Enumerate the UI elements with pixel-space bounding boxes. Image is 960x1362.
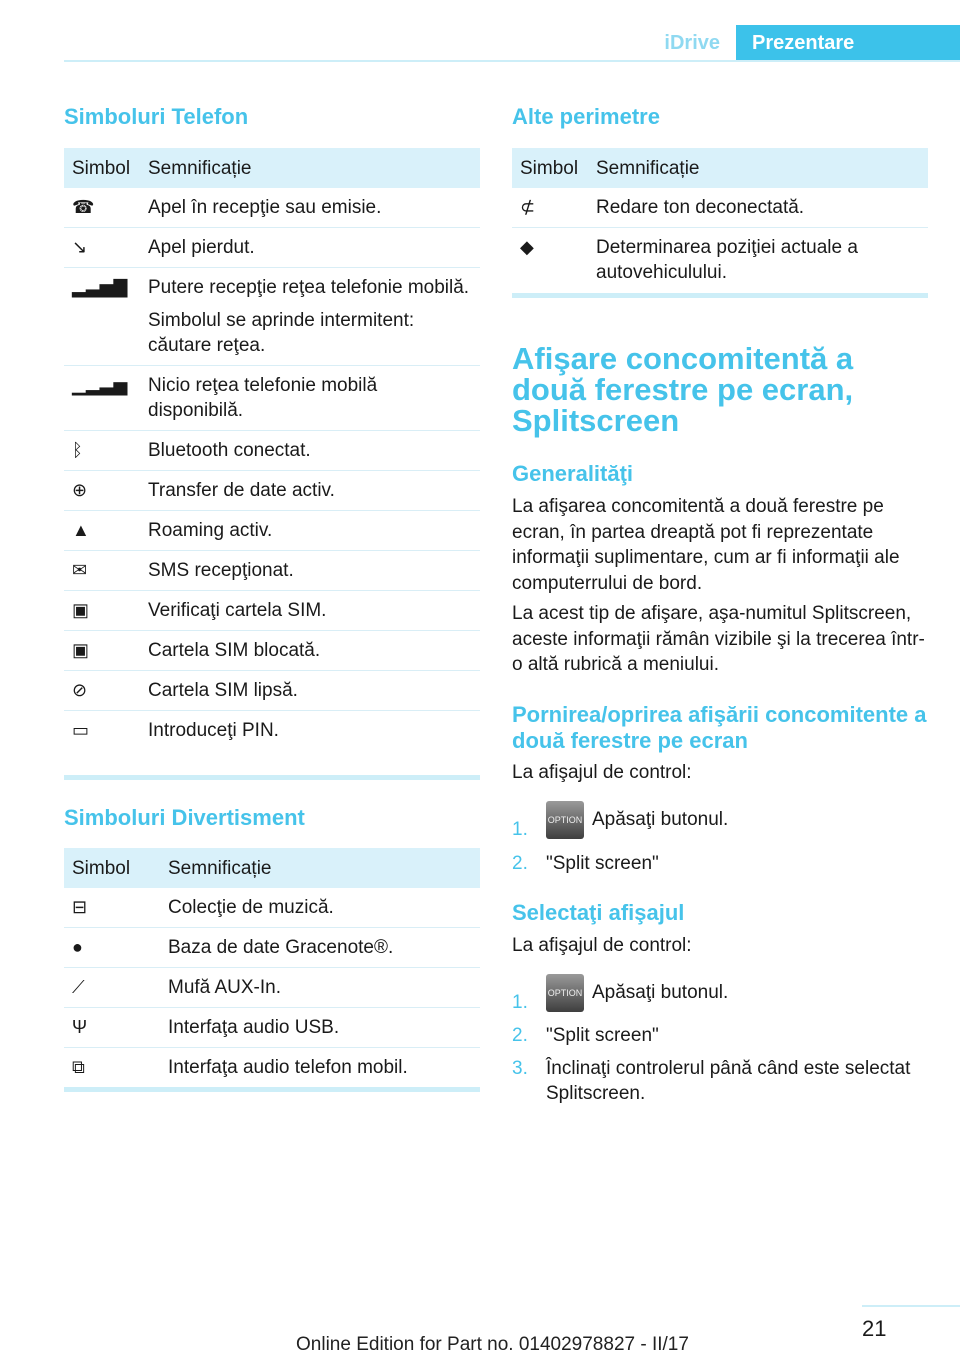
step-number: 1.: [512, 992, 528, 1013]
meaning-text: Cartela SIM blocată.: [148, 640, 321, 661]
data-transfer-icon: ⊕: [72, 480, 88, 500]
meaning-text: Putere recepţie reţea telefonie mobilă.: [148, 277, 470, 298]
meaning-text: Interfaţa audio USB.: [168, 1017, 340, 1038]
table-row: [64, 188, 480, 228]
col-symbol-header: Simbol: [64, 848, 160, 888]
meaning-text: Nicio reţea telefonie mobilă disponibilă.: [148, 375, 378, 421]
table-row: [64, 471, 480, 511]
meaning-text: Baza de date Gracenote®.: [168, 937, 394, 958]
table-row: [64, 591, 480, 631]
meaning-text: Determinarea poziţiei actuale a autovehiculului.: [596, 237, 858, 283]
meaning-text: Apel în recepţie sau emisie.: [148, 197, 382, 218]
table-row: [64, 711, 480, 751]
footer-rule: [862, 1305, 960, 1307]
other-symbols-title: Alte perimetre: [512, 104, 660, 129]
table-row: [64, 1008, 480, 1048]
meaning-text: Verificaţi cartela SIM.: [148, 600, 327, 621]
symbol-cell: [64, 188, 140, 228]
splitscreen-title: Afişare concomitentă a două ferestre pe ecran, Splitscreen: [512, 341, 854, 438]
col-meaning-header: Semnificație: [160, 848, 480, 888]
meaning-text: Mufă AUX-In.: [168, 977, 281, 998]
meaning-text: SMS recepţionat.: [148, 560, 294, 581]
meaning-cell: [160, 888, 480, 928]
meaning-text: Interfaţa audio telefon mobil.: [168, 1057, 408, 1078]
step-text: Apăsaţi butonul.: [592, 982, 729, 1004]
mobile-audio-icon: ⧉: [72, 1057, 85, 1077]
meaning-cell: [140, 188, 480, 228]
meaning-cell: [160, 928, 480, 968]
table-row: [64, 888, 480, 928]
no-network-icon: ▁▂▃▅: [72, 375, 128, 395]
meaning-cell: [140, 711, 480, 751]
phone-table-end-rule: [64, 775, 480, 780]
symbol-cell: [64, 888, 160, 928]
roaming-icon: ▲: [72, 520, 90, 540]
general-paragraph-2: La acest tip de afişare, aşa-numitul Splitscreen, aceste informaţii rămân vizibile şi la trecerea într-o altă rubrică a meniului.: [512, 603, 925, 675]
col-symbol-header: Simbol: [64, 148, 140, 188]
sim-check-icon: ▣: [72, 600, 90, 620]
table-row: [512, 228, 928, 293]
section-tab: Prezentare: [736, 25, 960, 61]
meaning-cell: [140, 268, 480, 366]
symbol-cell: [64, 591, 140, 631]
phone-handset-icon: ☎: [72, 197, 95, 217]
table-row: [64, 631, 480, 671]
select-step-3: [512, 1056, 927, 1108]
symbol-cell: [64, 551, 140, 591]
gracenote-icon: ●: [72, 937, 83, 957]
other-symbols-table: [512, 148, 928, 292]
symbol-cell: [64, 1048, 160, 1088]
table-row: [64, 968, 480, 1008]
step-text: "Split screen": [546, 853, 659, 874]
select-intro: La afişajul de control:: [512, 935, 692, 956]
meaning-cell: [140, 591, 480, 631]
col-meaning-header: Semnificație: [588, 148, 928, 188]
symbol-cell: [512, 228, 588, 293]
meaning-text: Apel pierdut.: [148, 237, 255, 258]
symbol-cell: [64, 471, 140, 511]
table-row: [64, 671, 480, 711]
onoff-intro: La afişajul de control:: [512, 762, 692, 783]
select-subtitle: Selectaţi afişajul: [512, 900, 685, 925]
onoff-step-2: [512, 851, 927, 877]
sim-missing-icon: ⊘: [72, 680, 88, 700]
table-row: [64, 228, 480, 268]
meaning-text: Cartela SIM lipsă.: [148, 680, 298, 701]
meaning-cell: [140, 631, 480, 671]
symbol-cell: [64, 711, 140, 751]
bluetooth-icon: ᛒ: [72, 440, 83, 460]
meaning-text: Colecţie de muzică.: [168, 897, 334, 918]
symbol-cell: [64, 968, 160, 1008]
step-number: 2.: [512, 1025, 528, 1046]
table-row: [64, 431, 480, 471]
table-row: [64, 268, 480, 366]
meaning-cell: [160, 968, 480, 1008]
header-rule: [64, 60, 960, 62]
meaning-note: Simbolul se aprinde intermitent: căutare reţea.: [148, 310, 415, 356]
other-table-end-rule: [512, 293, 928, 298]
signal-strength-icon: ▂▃▅▇: [72, 277, 128, 297]
table-row: [512, 188, 928, 228]
col-symbol-header: Simbol: [512, 148, 588, 188]
onoff-step-1: [512, 801, 927, 845]
symbol-cell: [64, 671, 140, 711]
meaning-cell: [140, 551, 480, 591]
general-paragraph-1: La afişarea concomitentă a două ferestre pe ecran, în partea dreaptă pot fi reprezentate informaţii suplimentare, cum ar fi informaţii ale computerrului de bord.: [512, 496, 900, 594]
meaning-cell: [140, 228, 480, 268]
sound-off-icon: ⊄: [520, 197, 536, 217]
col-meaning-header: Semnificație: [140, 148, 480, 188]
step-text: "Split screen": [546, 1025, 659, 1046]
meaning-cell: [160, 1048, 480, 1088]
meaning-cell: [140, 431, 480, 471]
step-text: Apăsaţi butonul.: [592, 809, 729, 831]
entertainment-table-end-rule: [64, 1087, 480, 1092]
table-row: [64, 511, 480, 551]
onoff-subtitle: Pornirea/oprirea afişării concomitente a două ferestre pe ecran: [512, 702, 927, 753]
select-step-2: [512, 1023, 927, 1049]
table-row: [64, 551, 480, 591]
option-button-icon[interactable]: OPTION: [546, 801, 584, 839]
pin-entry-icon: ▭: [72, 720, 90, 740]
phone-symbols-title: Simboluri Telefon: [64, 104, 249, 129]
meaning-text: Transfer de date activ.: [148, 480, 335, 501]
edition-note: Online Edition for Part no. 01402978827 - II/17: [296, 1334, 689, 1355]
entertainment-symbols-table: [64, 848, 480, 1087]
usb-icon: Ψ: [72, 1017, 88, 1037]
meaning-cell: [588, 188, 928, 228]
meaning-cell: [160, 1008, 480, 1048]
meaning-text: Redare ton deconectată.: [596, 197, 805, 218]
step-number: 1.: [512, 819, 528, 840]
meaning-cell: [588, 228, 928, 293]
table-row: [64, 366, 480, 431]
sim-locked-icon: ▣: [72, 640, 90, 660]
sms-icon: ✉: [72, 560, 88, 580]
meaning-cell: [140, 366, 480, 431]
meaning-cell: [140, 671, 480, 711]
aux-in-icon: ⟋: [72, 977, 85, 997]
symbol-cell: [512, 188, 588, 228]
step-text: Înclinaţi controlerul până când este selectat Splitscreen.: [546, 1058, 911, 1104]
page-number: 21: [862, 1316, 887, 1341]
symbol-cell: [64, 1008, 160, 1048]
table-row: [64, 1048, 480, 1088]
symbol-cell: [64, 928, 160, 968]
option-button-icon[interactable]: OPTION: [546, 974, 584, 1012]
position-icon: ◆: [520, 237, 534, 257]
symbol-cell: [64, 366, 140, 431]
symbol-cell: [64, 631, 140, 671]
symbol-cell: [64, 511, 140, 551]
symbol-cell: [64, 268, 140, 366]
entertainment-symbols-title: Simboluri Divertisment: [64, 805, 305, 830]
meaning-cell: [140, 511, 480, 551]
step-number: 3.: [512, 1058, 528, 1079]
select-step-1: [512, 974, 927, 1018]
meaning-cell: [140, 471, 480, 511]
chapter-label: iDrive: [664, 32, 720, 54]
music-collection-icon: ⊟: [72, 897, 88, 917]
symbol-cell: [64, 228, 140, 268]
symbol-cell: [64, 431, 140, 471]
phone-symbols-table: [64, 148, 480, 750]
step-number: 2.: [512, 853, 528, 874]
table-row: [64, 928, 480, 968]
missed-call-icon: ↘: [72, 237, 88, 257]
general-subtitle: Generalităţi: [512, 461, 634, 486]
meaning-text: Bluetooth conectat.: [148, 440, 311, 461]
meaning-text: Roaming activ.: [148, 520, 273, 541]
meaning-text: Introduceţi PIN.: [148, 720, 279, 741]
